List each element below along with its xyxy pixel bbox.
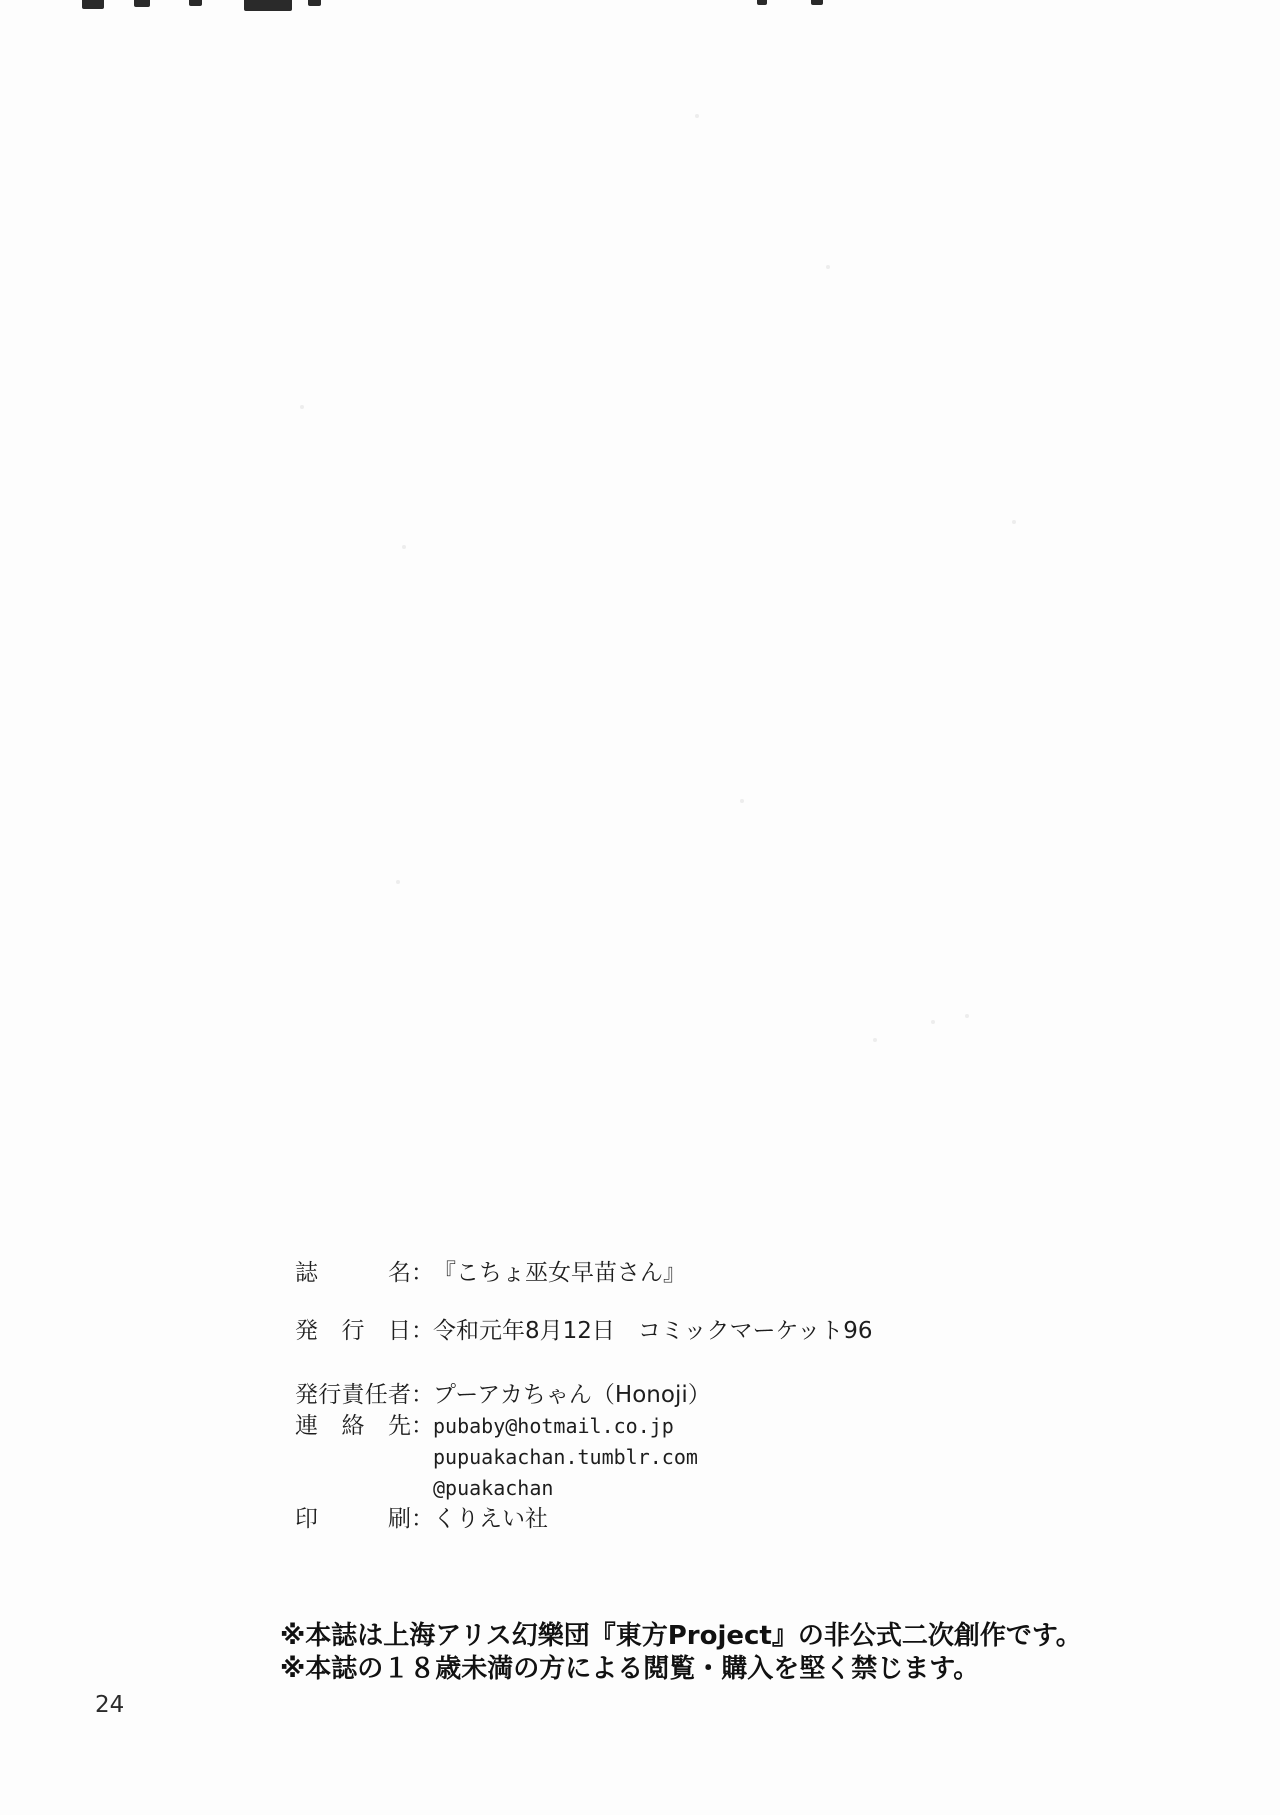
- field-value-publisher: プーアカちゃん（Honoji）: [433, 1382, 711, 1408]
- disclaimer-block: [280, 1620, 1082, 1686]
- scan-artifact: [244, 0, 292, 11]
- scan-speck: [396, 880, 400, 884]
- scan-artifact: [134, 0, 150, 7]
- page-number: 24: [95, 1692, 125, 1718]
- colophon-row-title: [295, 1258, 873, 1289]
- field-value-printer: くりえい社: [433, 1506, 548, 1532]
- field-separator: ：: [411, 1413, 434, 1439]
- scan-speck: [965, 1014, 969, 1018]
- disclaimer-line-age-restriction: ※本誌の１８歳未満の方による閲覧・購入を堅く禁じます。: [280, 1654, 980, 1684]
- field-value-title: 『こちょ巫女早苗さん』: [433, 1260, 686, 1286]
- field-label-printer: 印刷: [295, 1506, 411, 1532]
- scan-speck: [931, 1020, 935, 1024]
- scan-artifact: [189, 0, 202, 6]
- field-label-issue-date: 発行日: [295, 1318, 411, 1344]
- field-separator: ：: [411, 1382, 434, 1408]
- field-label-publisher: 発行責任者: [295, 1382, 411, 1408]
- colophon-row-contact-email: [295, 1411, 873, 1442]
- field-separator: ：: [411, 1318, 434, 1344]
- scan-speck: [826, 265, 830, 269]
- scan-artifact: [757, 0, 767, 5]
- colophon-row-issue-date: [295, 1316, 873, 1347]
- scan-speck: [1012, 520, 1016, 524]
- colophon-row-printer: [295, 1504, 873, 1535]
- field-value-contact-tumblr: pupuakachan.tumblr.com: [433, 1445, 698, 1469]
- colophon-row-publisher: [295, 1380, 873, 1411]
- scan-speck: [740, 799, 744, 803]
- field-label-contact: 連絡先: [295, 1413, 411, 1439]
- scan-speck: [300, 405, 304, 409]
- field-label-title: 誌名: [295, 1260, 411, 1286]
- field-value-issue-date: 令和元年8月12日 コミックマーケット96: [433, 1318, 873, 1344]
- field-value-contact-email: pubaby@hotmail.co.jp: [433, 1414, 674, 1438]
- scan-artifact: [308, 0, 321, 6]
- field-value-contact-twitter: @puakachan: [433, 1476, 554, 1500]
- colophon-row-contact-twitter: [295, 1473, 873, 1504]
- scan-speck: [402, 545, 406, 549]
- colophon-row-contact-tumblr: [295, 1442, 873, 1473]
- scan-artifact: [811, 0, 823, 5]
- field-separator: ：: [411, 1506, 434, 1532]
- disclaimer-line-unofficial: ※本誌は上海アリス幻樂団『東方Project』の非公式二次創作です。: [280, 1621, 1082, 1651]
- field-separator: ：: [411, 1260, 434, 1286]
- colophon-block: [295, 1258, 873, 1535]
- scan-speck: [873, 1038, 877, 1042]
- scan-artifact: [82, 0, 104, 9]
- scan-speck: [695, 114, 699, 118]
